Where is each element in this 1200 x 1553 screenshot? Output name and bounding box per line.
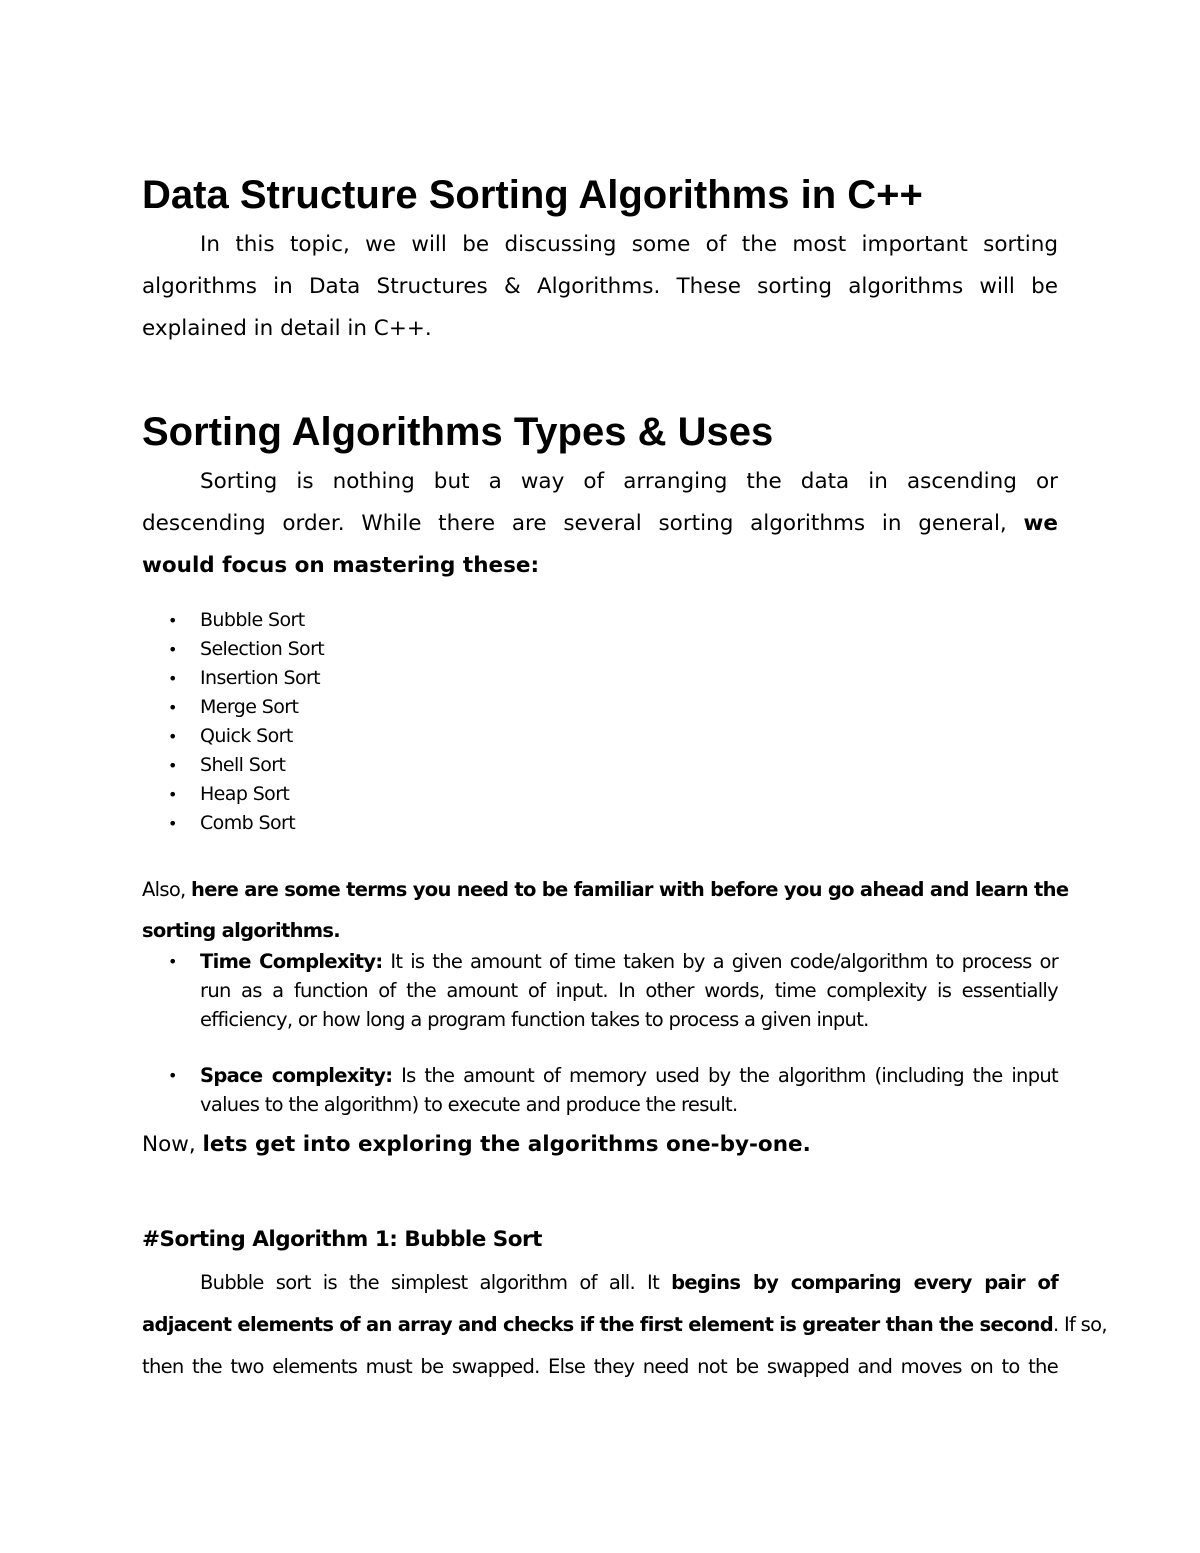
term-line: values to the algorithm) to execute and produce the result. <box>200 1093 738 1116</box>
bullet-icon: • <box>168 1066 178 1085</box>
bullet-icon: • <box>168 640 178 659</box>
term-label: Time Complexity: <box>200 950 383 973</box>
sorting-line-3: would focus on mastering these: <box>142 553 540 578</box>
term-time-complexity <box>160 947 1058 1034</box>
list-item <box>160 809 324 838</box>
bullet-icon: • <box>168 669 178 688</box>
term-line <box>200 1061 1058 1090</box>
list-item-label: Bubble Sort <box>200 609 305 631</box>
bubble-line-1 <box>142 1262 1058 1304</box>
bubble-sort-heading: #Sorting Algorithm 1: Bubble Sort <box>142 1227 542 1252</box>
now-prefix: Now, <box>142 1132 196 1157</box>
list-item <box>160 780 324 809</box>
bullet-icon: • <box>168 814 178 833</box>
sorting-line-2-text: descending order. While there are several sorting algorithms in general, <box>142 511 1007 536</box>
bullet-icon: • <box>168 785 178 804</box>
intro-line-3: explained in detail in C++. <box>142 316 432 341</box>
terms-intro <box>142 869 1069 951</box>
bubble-line-2-text: . If so, <box>1052 1313 1107 1336</box>
list-item <box>160 635 324 664</box>
section-heading-types: Sorting Algorithms Types & Uses <box>142 410 774 454</box>
list-item-label: Shell Sort <box>200 754 286 776</box>
term-line <box>200 947 1058 976</box>
bullet-icon: • <box>168 611 178 630</box>
term-line: efficiency, or how long a program function takes to process a given input. <box>200 1008 869 1031</box>
bubble-line-2-bold: adjacent elements of an array and checks if the first element is greater than the second <box>142 1313 1053 1336</box>
list-item-label: Quick Sort <box>200 725 293 747</box>
list-item <box>160 606 324 635</box>
intro-line-2: algorithms in Data Structures & Algorithms. These sorting algorithms will be <box>142 274 1058 299</box>
bullet-icon: • <box>168 756 178 775</box>
sorting-line-2 <box>142 503 1058 545</box>
page-title: Data Structure Sorting Algorithms in C++ <box>142 173 923 217</box>
list-item-label: Heap Sort <box>200 783 290 805</box>
list-item <box>160 664 324 693</box>
sorting-paragraph <box>142 461 1058 587</box>
sorting-line-1: Sorting is nothing but a way of arranging the data in ascending or <box>200 469 1058 494</box>
list-item-label: Merge Sort <box>200 696 299 718</box>
terms-intro-prefix: Also, <box>142 878 186 901</box>
term-text: It is the amount of time taken by a given code/algorithm to process or <box>390 950 1059 973</box>
list-item <box>160 722 324 751</box>
bubble-line-1-bold: begins by comparing every pair of <box>671 1271 1058 1294</box>
terms-intro-bold-1: here are some terms you need to be familiar with before you go ahead and learn the <box>191 878 1069 901</box>
list-item <box>160 751 324 780</box>
intro-paragraph <box>142 224 1058 350</box>
term-space-complexity <box>160 1061 1058 1119</box>
term-line: run as a function of the amount of input. In other words, time complexity is essentially <box>200 979 1058 1002</box>
bubble-line-3: then the two elements must be swapped. Else they need not be swapped and moves on to the <box>142 1355 1058 1378</box>
bullet-icon: • <box>168 698 178 717</box>
term-label: Space complexity: <box>200 1064 393 1087</box>
bubble-line-1-text: Bubble sort is the simplest algorithm of all. It <box>200 1271 660 1294</box>
algorithm-list <box>160 606 324 838</box>
list-item-label: Selection Sort <box>200 638 325 660</box>
bubble-sort-paragraph <box>142 1262 1107 1388</box>
transition-sentence <box>142 1130 811 1160</box>
sorting-line-2-bold: we <box>1023 511 1058 536</box>
now-bold: lets get into exploring the algorithms one-by-one. <box>202 1132 811 1157</box>
bubble-line-2 <box>142 1304 1107 1346</box>
terms-intro-line-2: sorting algorithms. <box>142 919 340 942</box>
term-text: Is the amount of memory used by the algorithm (including the input <box>401 1064 1059 1087</box>
intro-line-1: In this topic, we will be discussing some of the most important sorting <box>200 232 1058 257</box>
bullet-icon: • <box>168 727 178 746</box>
list-item-label: Comb Sort <box>200 812 296 834</box>
terms-intro-line-1 <box>142 869 1069 910</box>
list-item <box>160 693 324 722</box>
bullet-icon: • <box>168 952 178 971</box>
list-item-label: Insertion Sort <box>200 667 321 689</box>
